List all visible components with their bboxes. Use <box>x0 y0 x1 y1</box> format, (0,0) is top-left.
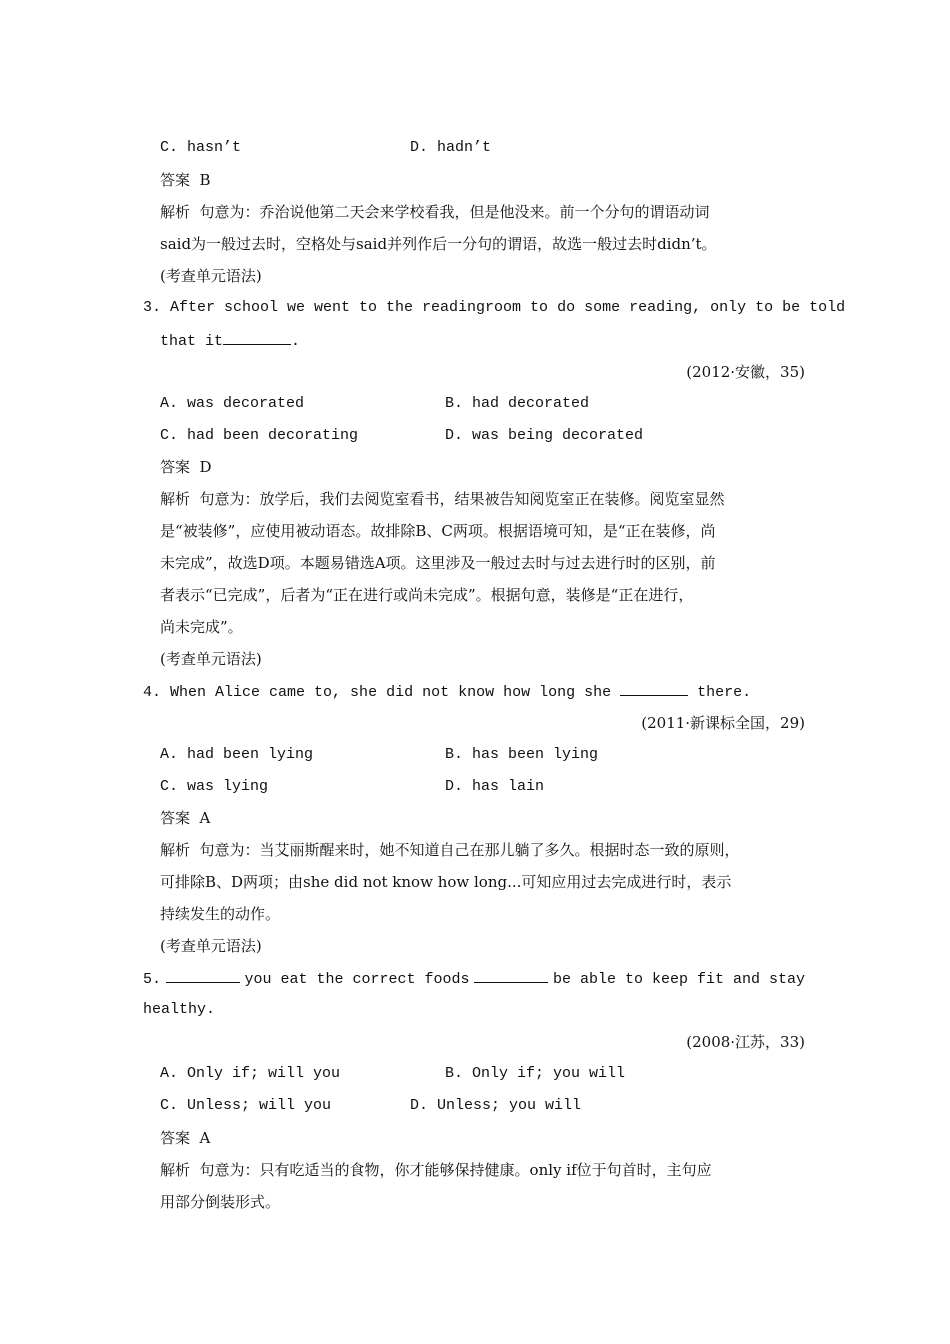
q4-answer: 答案 A <box>160 809 211 827</box>
q3-option-c: C. had been decorating <box>160 427 359 444</box>
q5-stem-line-1 <box>143 968 805 990</box>
q5-source: (2008·江苏，33) <box>686 1033 805 1051</box>
q3-analysis-line-2: 是“被装修”，应使用被动语态。故排除B、C两项。根据语境可知，是“正在装修，尚 <box>160 522 716 540</box>
q5-analysis-line-2: 用部分倒装形式。 <box>160 1193 281 1211</box>
q3-analysis-line-4: 者表示“已完成”，后者为“正在进行或尚未完成”。根据句意，装修是“正在进行， <box>160 586 694 604</box>
q3-answer: 答案 D <box>160 458 212 476</box>
q3-stem-post: . <box>291 333 301 350</box>
q3-stem-line-2 <box>160 330 300 352</box>
q5-blank-1 <box>166 968 240 983</box>
q3-number: 3. <box>143 299 162 316</box>
q3-option-a: A. was decorated <box>160 395 305 412</box>
q4-answer-blank <box>620 681 688 696</box>
q3-stem-line-1: After school we went to the readingroom to do some reading, only to be told <box>170 299 846 316</box>
q4-tag: (考查单元语法) <box>160 937 262 955</box>
q2-analysis-line-1: 解析 句意为：乔治说他第二天会来学校看我，但是他没来。前一个分句的谓语动词 <box>160 203 710 221</box>
q5-blank-2 <box>474 968 548 983</box>
q5-option-d: D. Unless; you will <box>410 1097 582 1114</box>
q4-number: 4. <box>143 684 162 701</box>
q5-option-c: C. Unless; will you <box>160 1097 332 1114</box>
q5-analysis-line-1: 解析 句意为：只有吃适当的食物，你才能够保持健康。only if位于句首时，主句应 <box>160 1161 712 1179</box>
q5-number: 5. <box>143 971 162 988</box>
q5-answer: 答案 A <box>160 1129 211 1147</box>
q3-stem-pre: that it <box>160 333 224 350</box>
q3-tag: (考查单元语法) <box>160 650 262 668</box>
q3-option-b: B. had decorated <box>445 395 590 412</box>
q2-analysis-line-2: said为一般过去时，空格处与said并列作后一分句的谓语，故选一般过去时didn’t。 <box>160 235 717 253</box>
q4-stem-post: there. <box>697 684 752 701</box>
q3-analysis-line-5: 尚未完成”。 <box>160 618 243 636</box>
q2-option-c: C. hasn’t <box>160 139 242 156</box>
q4-stem-pre: When Alice came to, she did not know how long she <box>170 684 612 701</box>
q4-stem <box>143 681 751 703</box>
q2-answer: 答案 B <box>160 171 211 189</box>
q3-source: (2012·安徽，35) <box>686 363 805 381</box>
q2-option-d: D. hadn’t <box>410 139 492 156</box>
q3-analysis-line-3: 未完成”，故选D项。本题易错选A项。这里涉及一般过去时与过去进行时的区别，前 <box>160 554 716 572</box>
q5-stem-mid: you eat the correct foods <box>244 971 470 988</box>
q3-answer-blank <box>223 330 291 345</box>
q4-analysis-line-1: 解析 句意为：当艾丽斯醒来时，她不知道自己在那儿躺了多久。根据时态一致的原则， <box>160 841 740 859</box>
q4-option-c: C. was lying <box>160 778 269 795</box>
q5-stem-end: be able to keep fit and stay <box>552 971 805 988</box>
q2-tag: (考查单元语法) <box>160 267 262 285</box>
q4-option-b: B. has been lying <box>445 746 599 763</box>
q4-analysis-line-2: 可排除B、D两项；由she did not know how long...可知应用过去完成进行时，表示 <box>160 873 732 891</box>
q4-source: (2011·新课标全国，29) <box>641 714 805 732</box>
q4-option-d: D. has lain <box>445 778 545 795</box>
q5-stem-line-2: healthy. <box>143 1001 216 1018</box>
q3-analysis-line-1: 解析 句意为：放学后，我们去阅览室看书，结果被告知阅览室正在装修。阅览室显然 <box>160 490 725 508</box>
q4-analysis-line-3: 持续发生的动作。 <box>160 905 281 923</box>
q5-option-b: B. Only if; you will <box>445 1065 626 1082</box>
q3-option-d: D. was being decorated <box>445 427 644 444</box>
q4-option-a: A. had been lying <box>160 746 314 763</box>
q5-option-a: A. Only if; will you <box>160 1065 341 1082</box>
